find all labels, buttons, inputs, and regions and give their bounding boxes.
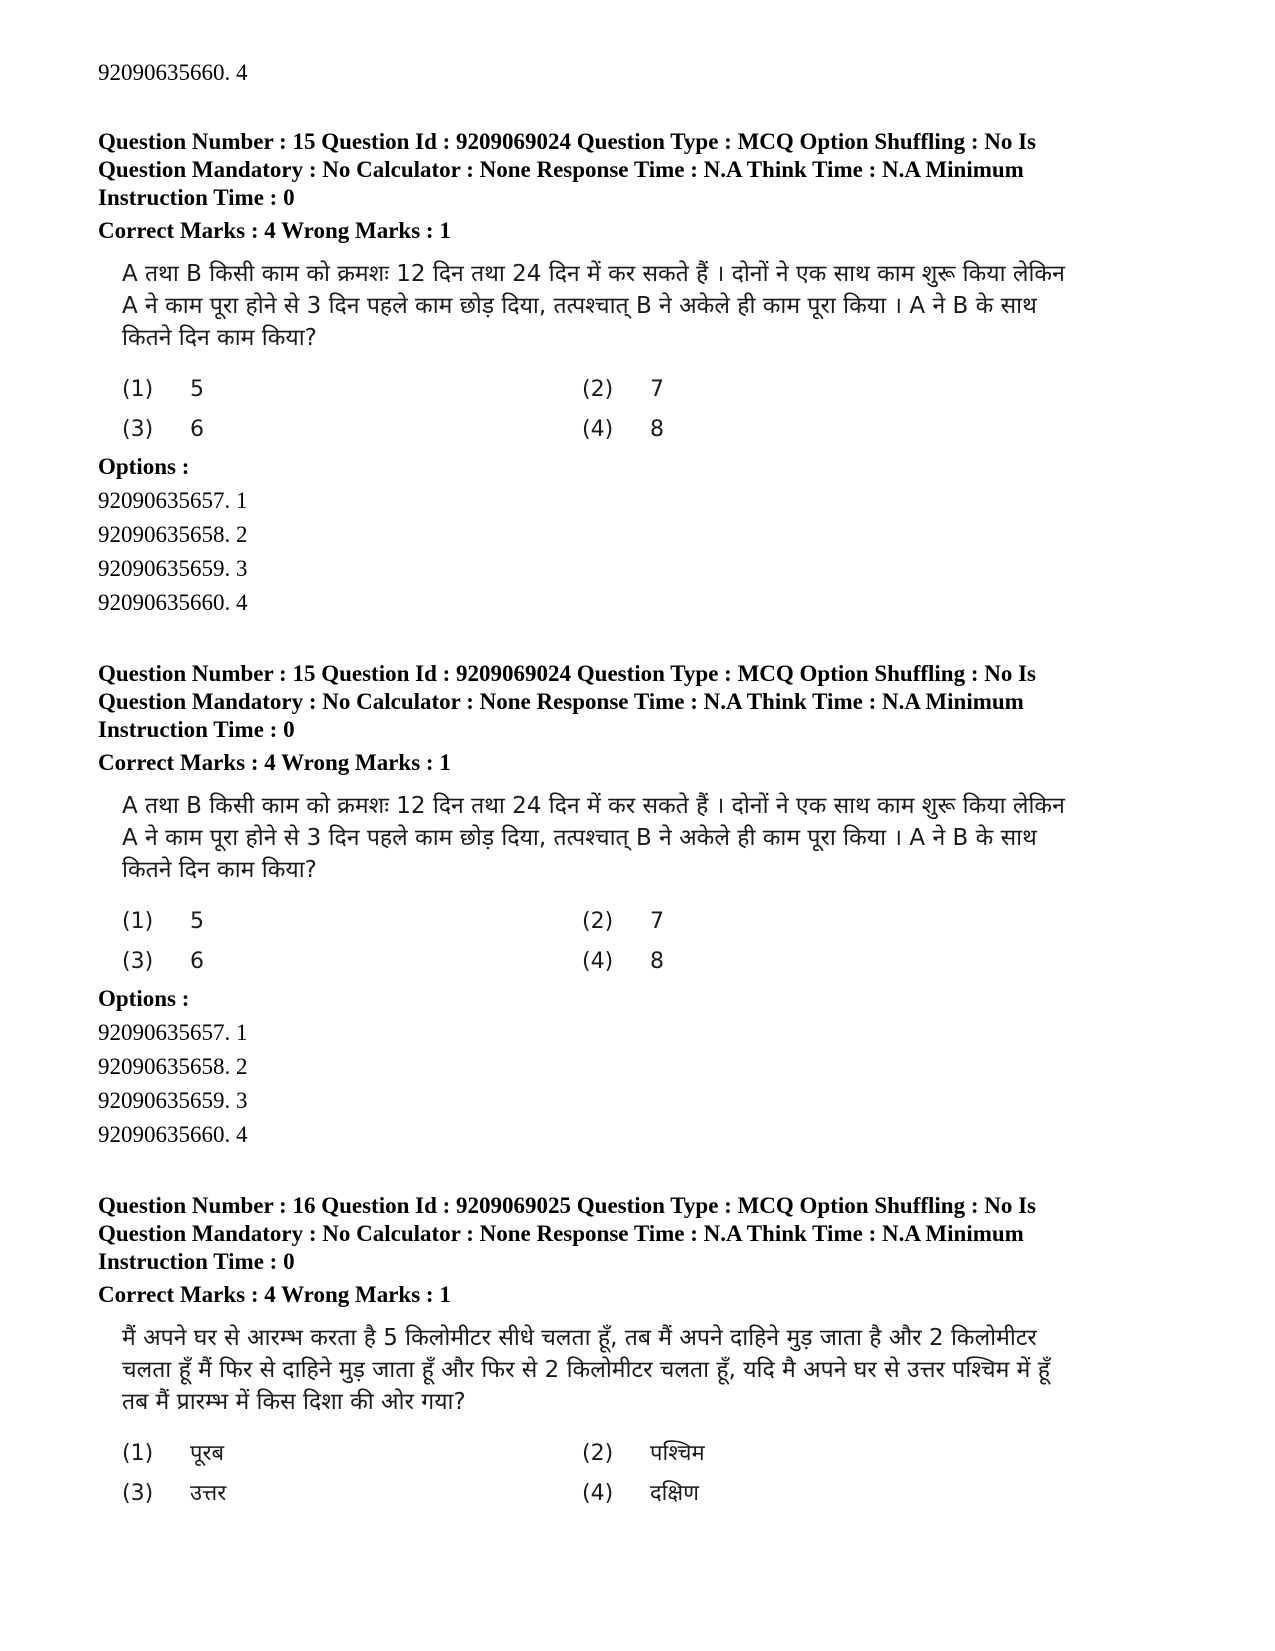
question-text: A तथा B किसी काम को क्रमशः 12 दिन तथा 24 दिन में कर सकते हैं । दोनों ने एक साथ काम शुरू किया लेकिन A ने काम पूरा होने से 3 दिन पहले काम छोड़ दिया, तत्पश्चात् B ने अकेले ही काम पूरा किया । A ने B के साथ कितने दिन काम किया? bbox=[122, 793, 1065, 883]
option-id-line: 92090635659. 3 bbox=[98, 556, 248, 581]
question-meta-line-3: Instruction Time : 0 bbox=[98, 1249, 295, 1274]
choice-text: 5 bbox=[190, 909, 204, 934]
choice-item bbox=[582, 1434, 1042, 1474]
option-id-line: 92090635658. 2 bbox=[98, 1054, 248, 1079]
choice-number: (4) bbox=[582, 949, 614, 974]
choice-number: (3) bbox=[122, 417, 154, 442]
choice-number: (2) bbox=[582, 377, 614, 402]
choice-number: (1) bbox=[122, 377, 154, 402]
option-id-line: 92090635660. 4 bbox=[98, 590, 248, 615]
choice-number: (1) bbox=[122, 909, 154, 934]
choice-text: 7 bbox=[650, 909, 664, 934]
question-block-3 bbox=[98, 1192, 1158, 1514]
choice-item bbox=[582, 942, 1042, 982]
choice-number: (2) bbox=[582, 1441, 614, 1466]
choice-grid bbox=[122, 902, 1158, 982]
options-label: Options : bbox=[98, 986, 190, 1011]
choice-text: 8 bbox=[650, 949, 664, 974]
option-id-line: 92090635657. 1 bbox=[98, 1020, 248, 1045]
choice-item bbox=[582, 902, 1042, 942]
question-meta-line-1: Question Number : 16 Question Id : 9209069025 Question Type : MCQ Option Shuffling : No Is bbox=[98, 1193, 1037, 1218]
question-block-1 bbox=[98, 128, 1158, 620]
question-meta-line-2: Question Mandatory : No Calculator : None Response Time : N.A Think Time : N.A Minimum bbox=[98, 1221, 1024, 1246]
question-text: मैं अपने घर से आरम्भ करता है 5 किलोमीटर सीधे चलता हूँ, तब मैं अपने दाहिने मुड़ जाता है और 2 किलोमीटर चलता हूँ मैं फिर से दाहिने मुड़ जाता हूँ और फिर से 2 किलोमीटर चलता हूँ, यदि मै अपने घर से उत्तर पश्चिम में हूँ तब मैं प्रारम्भ में किस दिशा की ओर गया? bbox=[122, 1325, 1050, 1415]
choice-number: (4) bbox=[582, 1481, 614, 1506]
choice-item bbox=[122, 942, 582, 982]
option-id-line: 92090635658. 2 bbox=[98, 522, 248, 547]
choice-item bbox=[122, 370, 582, 410]
question-text: A तथा B किसी काम को क्रमशः 12 दिन तथा 24 दिन में कर सकते हैं । दोनों ने एक साथ काम शुरू किया लेकिन A ने काम पूरा होने से 3 दिन पहले काम छोड़ दिया, तत्पश्चात् B ने अकेले ही काम पूरा किया । A ने B के साथ कितने दिन काम किया? bbox=[122, 261, 1065, 351]
choice-number: (1) bbox=[122, 1441, 154, 1466]
choice-number: (3) bbox=[122, 949, 154, 974]
choice-text: 5 bbox=[190, 377, 204, 402]
question-meta-line-2: Question Mandatory : No Calculator : None Response Time : N.A Think Time : N.A Minimum bbox=[98, 157, 1024, 182]
choice-grid bbox=[122, 370, 1158, 450]
choice-item bbox=[582, 410, 1042, 450]
choice-item bbox=[122, 902, 582, 942]
question-meta-line-1: Question Number : 15 Question Id : 9209069024 Question Type : MCQ Option Shuffling : No Is bbox=[98, 661, 1037, 686]
option-id-line: 92090635660. 4 bbox=[98, 1122, 248, 1147]
choice-text: 8 bbox=[650, 417, 664, 442]
choice-text: 6 bbox=[190, 417, 204, 442]
option-id-line: 92090635659. 3 bbox=[98, 1088, 248, 1113]
choice-number: (3) bbox=[122, 1481, 154, 1506]
options-label: Options : bbox=[98, 454, 190, 479]
question-meta-line-2: Question Mandatory : No Calculator : None Response Time : N.A Think Time : N.A Minimum bbox=[98, 689, 1024, 714]
question-marks: Correct Marks : 4 Wrong Marks : 1 bbox=[98, 1282, 451, 1307]
question-marks: Correct Marks : 4 Wrong Marks : 1 bbox=[98, 750, 451, 775]
choice-text: दक्षिण bbox=[650, 1481, 700, 1506]
choice-text: पूरब bbox=[190, 1441, 225, 1466]
choice-number: (2) bbox=[582, 909, 614, 934]
choice-item bbox=[122, 410, 582, 450]
document-page bbox=[98, 56, 1158, 1514]
choice-item bbox=[122, 1434, 582, 1474]
option-id-line: 92090635657. 1 bbox=[98, 488, 248, 513]
question-marks: Correct Marks : 4 Wrong Marks : 1 bbox=[98, 218, 451, 243]
choice-item bbox=[122, 1474, 582, 1514]
previous-option-line: 92090635660. 4 bbox=[98, 60, 248, 85]
choice-text: उत्तर bbox=[190, 1481, 227, 1506]
choice-grid bbox=[122, 1434, 1158, 1514]
choice-item bbox=[582, 370, 1042, 410]
choice-text: 7 bbox=[650, 377, 664, 402]
choice-item bbox=[582, 1474, 1042, 1514]
choice-text: पश्चिम bbox=[650, 1441, 705, 1466]
question-meta-line-3: Instruction Time : 0 bbox=[98, 717, 295, 742]
question-meta-line-1: Question Number : 15 Question Id : 9209069024 Question Type : MCQ Option Shuffling : No Is bbox=[98, 129, 1037, 154]
choice-number: (4) bbox=[582, 417, 614, 442]
question-block-2 bbox=[98, 660, 1158, 1152]
choice-text: 6 bbox=[190, 949, 204, 974]
question-meta-line-3: Instruction Time : 0 bbox=[98, 185, 295, 210]
